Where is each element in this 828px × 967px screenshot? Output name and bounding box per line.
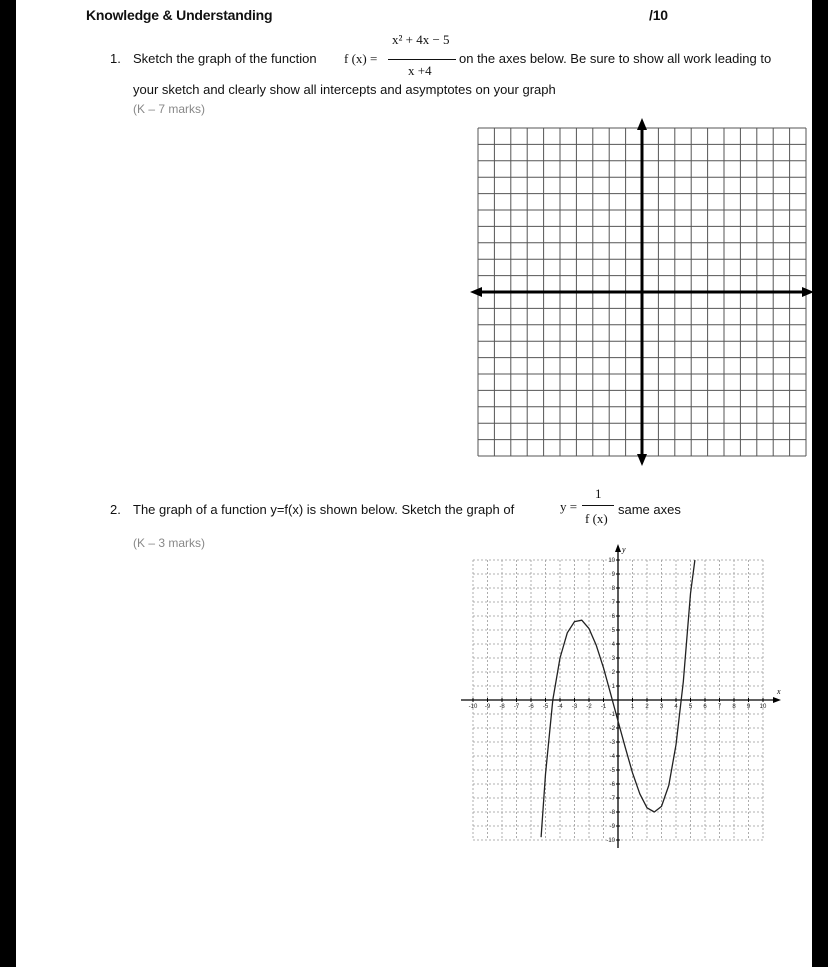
question-1-prompt-cont: on the axes below. Be sure to show all work leading to <box>459 51 772 66</box>
y-tick-label: 1 <box>611 684 615 690</box>
x-tick-label: 7 <box>717 704 722 710</box>
x-tick-label: -2 <box>586 704 592 710</box>
q1-numerator: x² + 4x − 5 <box>392 32 450 47</box>
y-tick-label: 2 <box>611 670 615 676</box>
x-tick-label: -5 <box>542 704 549 710</box>
y-tick-label: 8 <box>611 586 615 592</box>
y-axis-label: y <box>622 545 626 554</box>
q2-denominator: f (x) <box>585 511 608 526</box>
y-tick-label: 4 <box>611 642 615 648</box>
y-tick-label: -8 <box>609 810 615 816</box>
question-1-prompt: Sketch the graph of the function <box>133 51 317 66</box>
y-tick-label: 6 <box>611 614 615 620</box>
section-title: Knowledge & Understanding <box>86 7 273 23</box>
y-tick-label: -3 <box>609 740 615 746</box>
question-1-number: 1. <box>110 51 121 66</box>
x-tick-label: 3 <box>659 704 664 710</box>
y-tick-label: -7 <box>609 796 615 802</box>
x-tick-label: 5 <box>688 704 693 710</box>
question-2-prompt: The graph of a function y=f(x) is shown below. Sketch the graph of <box>133 502 515 517</box>
y-tick-label: 9 <box>611 572 615 578</box>
y-tick-label: -6 <box>609 782 615 788</box>
worksheet-page <box>16 0 812 967</box>
x-axis-label: x <box>777 687 781 696</box>
y-tick-label: -10 <box>606 838 615 844</box>
x-axis-arrow <box>773 697 781 703</box>
question-1-marks: (K – 7 marks) <box>133 102 206 116</box>
x-tick-label: 9 <box>746 704 751 710</box>
question-1-prompt-line2: your sketch and clearly show all intercepts and asymptotes on your graph <box>133 82 556 97</box>
y-tick-label: 10 <box>608 558 615 564</box>
y-axis-arrow <box>615 544 621 552</box>
y-tick-label: -4 <box>609 754 615 760</box>
y-tick-label: 3 <box>611 656 615 662</box>
x-tick-label: -7 <box>513 704 520 710</box>
q1-denominator: x +4 <box>408 63 432 78</box>
q2-expression-lhs: y = <box>560 499 578 514</box>
question-2-number: 2. <box>110 502 121 517</box>
x-tick-label: -4 <box>557 704 563 710</box>
x-tick-label: 2 <box>645 704 649 710</box>
q2-numerator: 1 <box>595 486 602 501</box>
x-tick-label: 1 <box>630 704 635 710</box>
x-tick-label: 8 <box>732 704 736 710</box>
function-graph <box>16 0 812 967</box>
question-2-prompt-cont: same axes <box>618 502 681 517</box>
y-tick-label: 5 <box>611 628 615 634</box>
x-tick-label: -1 <box>600 704 607 710</box>
x-tick-label: 10 <box>759 704 767 710</box>
y-tick-label: -2 <box>609 726 615 732</box>
y-tick-label: 7 <box>611 600 615 606</box>
q1-function-lhs: f (x) = <box>344 51 378 66</box>
y-tick-label: -9 <box>609 824 615 830</box>
x-tick-label: -10 <box>468 704 478 710</box>
x-tick-label: -8 <box>499 704 505 710</box>
y-tick-label: -5 <box>609 768 615 774</box>
y-tick-label: -1 <box>609 712 615 718</box>
x-tick-label: 4 <box>674 704 678 710</box>
x-tick-label: -9 <box>484 704 491 710</box>
x-tick-label: 6 <box>703 704 707 710</box>
x-tick-label: -6 <box>528 704 534 710</box>
question-2-marks: (K – 3 marks) <box>133 536 206 550</box>
total-marks: /10 <box>649 7 668 23</box>
x-tick-label: -3 <box>571 704 578 710</box>
